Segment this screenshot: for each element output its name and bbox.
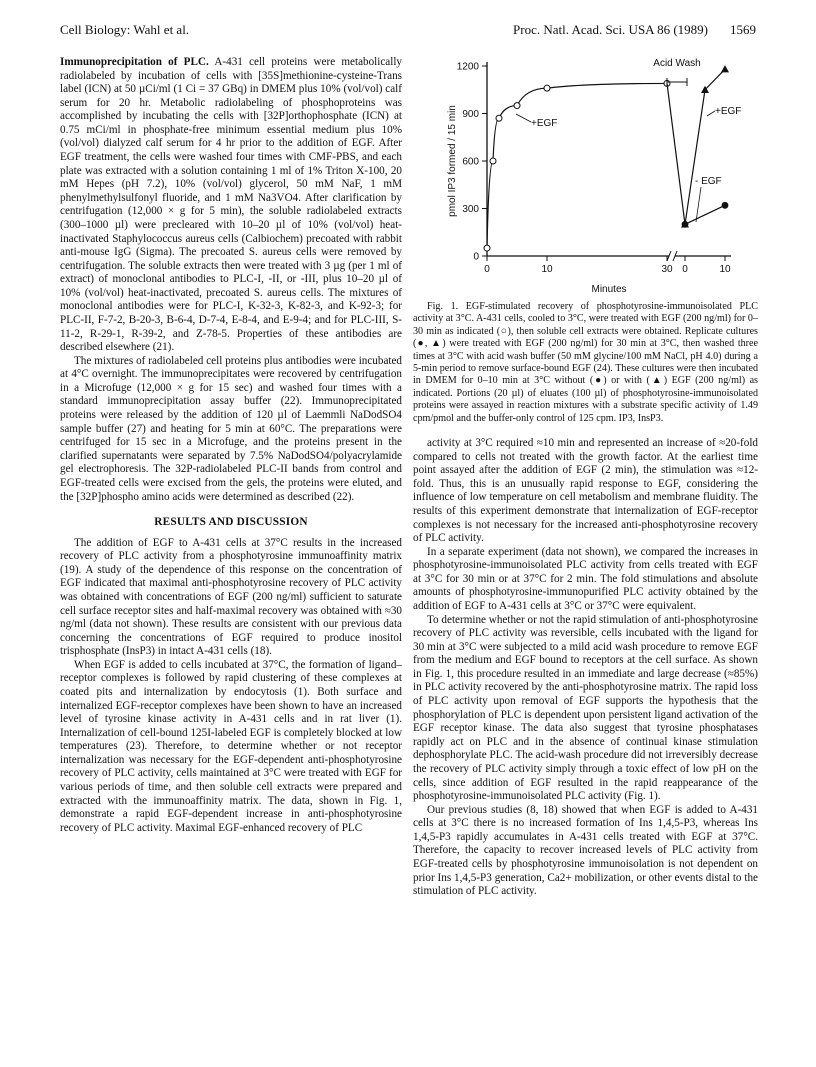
- y-tick-label: 1200: [456, 61, 479, 73]
- journal-citation: Proc. Natl. Acad. Sci. USA 86 (1989): [513, 22, 708, 37]
- y-tick-label: 0: [473, 251, 479, 263]
- data-point-open-circle: [490, 158, 496, 164]
- data-point-open-circle: [496, 115, 502, 121]
- paragraph-results-2: When EGF is added to cells incubated at 37°C, the formation of ligand–receptor complexes is followed by rapid clustering of these complexes at coated pits and internalization by endocytosis (1). Both surface and internalized EGF-receptor complexes have been shown to have an increased level of tyrosine kinase activity in A-431 cells and in rat liver (1). Internalization of cell-bound 125I-labeled EGF is completely blocked at low temperatures (23). Therefore, to determine whether or not receptor internalization was necessary for the EGF-dependent anti-phosphotyrosine recovery of PLC activity, cells maintained at 3°C were treated with EGF for various periods of time, and then soluble cell extracts were prepared and extracted with the immunoaffinity matrix. The data, shown in Fig. 1, demonstrate a rapid EGF-dependent increase in anti-phosphotyrosine recovery of PLC activity. Maximal EGF-enhanced recovery of PLC: [60, 658, 402, 834]
- chart-axes: [457, 62, 731, 276]
- page-number: 1569: [730, 22, 756, 37]
- chart-marks: [484, 65, 729, 251]
- label-leader: [707, 111, 715, 116]
- y-tick-label: 300: [462, 204, 479, 215]
- y-axis-label: pmol IP3 formed / 15 min: [447, 105, 458, 217]
- data-point-open-circle: [544, 85, 550, 91]
- right-column: [413, 56, 758, 899]
- paragraph-immunoprecipitation: [60, 56, 402, 355]
- paragraph-results-1: The addition of EGF to A-431 cells at 37°C results in the increased recovery of PLC activity from a phosphotyrosine immunoaffinity matrix (19). A study of the dependence of this response on the concentration of EGF indicated that maximal anti-phosphotyrosine recovery of PLC activity was obtained with concentrations of EGF (200 ng/ml) sufficient to saturate cell surface receptor sites and half-maximal recovery was obtained with ≈30 ng/ml (data not shown). These results are consistent with our previous data concerning the concentrations of EGF required to produce inositol trisphosphate (InsP3) in intact A-431 cells (18).: [60, 536, 402, 658]
- series-line: [685, 205, 725, 224]
- acid-wash-label: Acid Wash: [653, 58, 701, 69]
- y-tick-label: 900: [462, 109, 479, 120]
- x-tick-label: 10: [541, 264, 553, 275]
- figure-1-chart: [413, 56, 758, 298]
- running-header-left: Cell Biology: Wahl et al.: [60, 22, 190, 37]
- section-title: RESULTS AND DISCUSSION: [154, 516, 308, 529]
- left-column: [60, 56, 402, 835]
- runin-heading: Immunoprecipitation of PLC.: [60, 56, 209, 68]
- paragraph-right-4: Our previous studies (8, 18) showed that when EGF is added to A-431 cells at 3°C there is no increased formation of Ins 1,4,5-P3, whereas Ins 1,4,5-P3 rapidly accumulates in A-431 cells treated with EGF at 37°C. Therefore, the capacity to recover increased levels of PLC activity from EGF-treated cells by phosphotyrosine immunoisolation is not dependent on prior Ins 1,4,5-P3 generation, Ca2+ mobilization, or other events distal to the stimulation of PLC activity.: [413, 803, 758, 898]
- paragraph-right-3: To determine whether or not the rapid stimulation of anti-phosphotyrosine recovery of PLC activity was reversible, cells incubated with the ligand for 30 min at 3°C were subjected to a mild acid wash procedure to remove EGF from the medium and EGF bound to receptors at the cell surface. As shown in Fig. 1, this procedure resulted in an immediate and large decrease (≈85%) in PLC activity recovered by the anti-phosphotyrosine matrix. The rapid loss of PLC activity upon removal of EGF supports the hypothesis that the phosphorylation of PLC is dependent upon persistent ligand activation of the EGF receptor kinase. The data also suggest that tyrosine phosphatases rapidly act on PLC and in the absence of continual kinase stimulation dephosphorylate PLC. The acid-wash procedure did not irreversibly decrease the recovery of PLC activity simply through a toxic effect of low pH on the cells, since addition of EGF resulted in the rapid reappearance of the phosphotyrosine-immunoisolated PLC activity (Fig. 1).: [413, 613, 758, 803]
- x-tick-label: 10: [719, 264, 731, 275]
- paragraph-mixtures: The mixtures of radiolabeled cell proteins plus antibodies were incubated at 4°C overnight. The immunoprecipitates were recovered by centrifugation in a Microfuge (12,000 × g for 15 sec) and washed four times with a standard immunoprecipitation assay buffer (22). Immunoprecipitated proteins were released by the addition of 120 µl of Laemmli NaDodSO4 sample buffer (27) and heating for 5 min at 60°C. The preparations were centrifuged for 15 sec in a Microfuge, and the proteins present in the clarified supernatants were separated by 7.5% NaDodSO4/polyacrylamide gel electrophoresis. The 32P-radiolabeled PLC-II bands from control and EGF-treated cells were excised from the gels, the proteins were eluted, and the [32P]phospho amino acids were determined as described (22).: [60, 354, 402, 503]
- paragraph-text: A-431 cell proteins were metabolically radiolabeled by incubation of cells with [35S]methionine-cysteine-Trans label (ICN) at 50 µCi/ml (1 Ci = 37 GBq) in DMEM plus 10% (vol/vol) calf serum for 20 hr. Metabolic radiolabeling of phosphoproteins was accomplished by incubating the cells with [32P]orthophosphate (ICN) at 0.75 mCi/ml in phosphate-free minimum essential medium plus 10% (vol/vol) dialyzed calf serum for 4 hr prior to the addition of EGF. After EGF treatment, the cells were washed four times with CMF-PBS, and each plate was extracted with a solution containing 1 ml of 1% Triton X-100, 20 mM Hepes (pH 7.2), 10% (vol/vol) glycerol, 50 mM NaF, 1 mM phenylmethylsulfonyl fluoride, and 1 mM Na3VO4. After clarification by centrifugation (12,000 × g for 5 min), the soluble radiolabeled extracts (300–1000 µl) were precleared with 10–20 µl of 10% (vol/vol) heat-inactivated Staphylococcus aureus cells (Calbiochem) precoated with rabbit anti-mouse IgG (Sigma). The precoated S. aureus cells were removed by centrifugation. The soluble extracts then were treated with 3 µg (per 1 ml of extract) of monoclonal antibodies to PLC-I, -II, or -III, plus 10–20 µl of 10% (vol/vol) heat-inactivated, precoated S. aureus cells. The mixtures of monoclonal antibodies were for PLC-I, K-32-3, K-82-3, and K-92-3; for PLC-II, F-7-2, B-20-3, B-6-4, D-7-4, E-8-4, and E-9-4; and for PLC-III, S-11-2, R-29-1, R-39-2, and Z-78-5. Properties of these antibodies are described elsewhere (21).: [60, 56, 403, 354]
- paragraph-right-2: In a separate experiment (data not shown), we compared the increases in phosphotyrosine-immunoisolated PLC activity from cells treated with EGF at 3°C for 30 min or at 37°C for 2 min. The fold stimulations and absolute amounts of phosphotyrosine-immunopurified PLC activity obtained by the addition of EGF to A-431 cells at 3°C or 37°C were equivalent.: [413, 545, 758, 612]
- x-tick-label: 30: [661, 264, 673, 275]
- data-point-filled-triangle: [721, 65, 729, 72]
- series-line: [487, 83, 667, 248]
- data-point-open-circle: [484, 245, 490, 251]
- data-point-filled-circle: [722, 202, 729, 209]
- figure-caption: [413, 301, 758, 425]
- label-plus-egf-first: +EGF: [531, 118, 558, 129]
- paragraph-right-1: activity at 3°C required ≈10 min and represented an increase of ≈20-fold compared to cells not treated with the growth factor. At the earliest time point assayed after the addition of EGF (2 min), the stimulation was ≈12-fold. Thus, this is an unusually rapid response to EGF, considering the influence of low temperature on cell metabolism and membrane fluidity. The results of this experiment demonstrate that internalization of EGF-receptor complexes is not necessary for the increased anti-phosphotyrosine recovery of PLC activity.: [413, 437, 758, 545]
- figure-1: [413, 56, 758, 298]
- running-header-right: [491, 22, 756, 38]
- x-tick-label: 0: [484, 264, 490, 275]
- chart-labels: [447, 58, 741, 295]
- label-leader: [516, 114, 531, 122]
- caption-text: Fig. 1. EGF-stimulated recovery of phosphotyrosine-immunoisolated PLC activity at 3°C. A-431 cells, cooled to 3°C, were treated with EGF (200 ng/ml) for 0–30 min as indicated (○), then soluble cell extracts were obtained. Replicate cultures (●, ▲) were treated with EGF (200 ng/ml) for 30 min at 3°C, then washed three times at 3°C with acid wash buffer (50 mM glycine/100 mM NaCl, pH 4.0) during a 5-min period to remove surface-bound EGF (24). These cultures were then incubated in DMEM for 0–10 min at 3°C without (●) or with (▲) EGF (200 ng/ml) as indicated. Portions (20 µl) of eluates (100 µl) of phosphotyrosine-immunoisolated proteins were assayed in reaction mixtures with a substrate specific activity of 1.49 cpm/pmol and the buffer-only control of 125 cpm. IP3, InsP3.: [413, 301, 758, 424]
- x-tick-label: 0: [682, 264, 688, 275]
- acid-wash-drop-line: [667, 83, 685, 224]
- label-minus-egf: - EGF: [695, 176, 722, 187]
- x-axis-label: Minutes: [591, 284, 627, 295]
- data-point-open-circle: [514, 103, 520, 109]
- label-plus-egf-second: +EGF: [715, 106, 742, 117]
- y-tick-label: 600: [462, 156, 479, 168]
